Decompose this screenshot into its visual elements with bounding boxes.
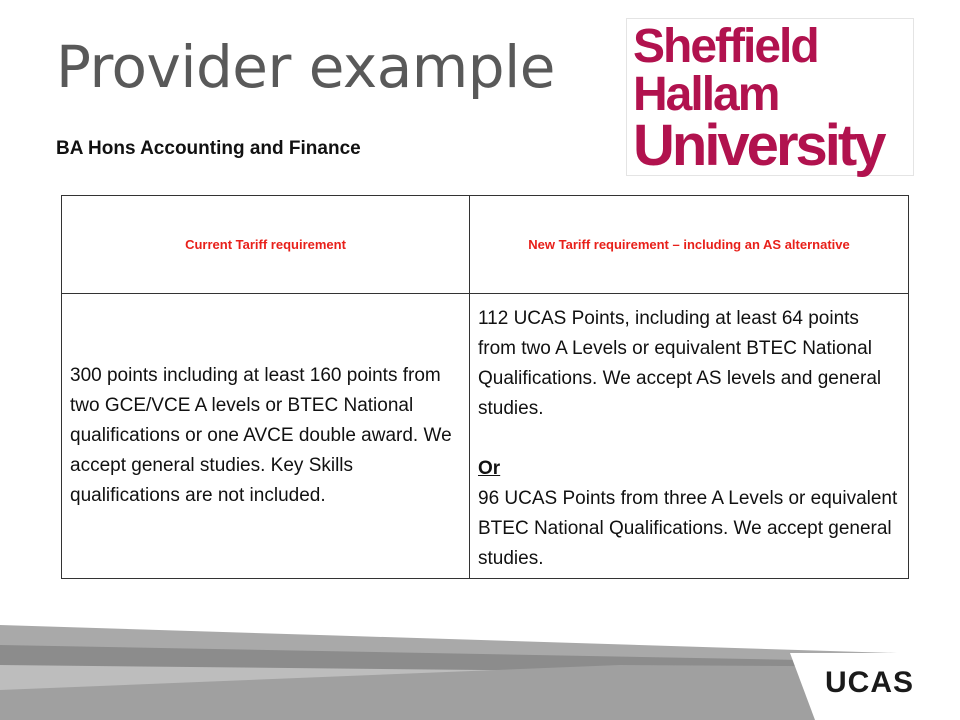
new-requirement-text-1: 112 UCAS Points, including at least 64 points from two A Levels or equivalent BTEC National Qualifications. We accept AS levels and general studies.: [478, 308, 882, 419]
logo-line-3: University: [633, 113, 884, 178]
university-logo: [626, 18, 914, 176]
new-requirement-text-2: 96 UCAS Points from three A Levels or equivalent BTEC National Qualifications. We accept general studies.: [478, 488, 898, 569]
header-new-tariff: New Tariff requirement – including an AS alternative: [470, 196, 909, 294]
logo-line-2: Hallam: [633, 68, 779, 121]
current-requirement-cell: 300 points including at least 160 points from two GCE/VCE A levels or BTEC National qualifications or one AVCE double award. We accept general studies. Key Skills qualifications are not included.: [62, 294, 470, 579]
tariff-table: [61, 195, 909, 579]
or-label: Or: [478, 458, 501, 479]
table-header-row: [62, 196, 909, 294]
header-current-tariff: Current Tariff requirement: [62, 196, 470, 294]
table-row: [62, 294, 909, 579]
logo-line-1: Sheffield: [633, 20, 818, 73]
ucas-logo: UCAS: [824, 666, 914, 699]
slide-title: Provider example: [56, 33, 555, 101]
new-requirement-cell: [470, 294, 909, 579]
footer-band: [0, 605, 960, 720]
course-subtitle: BA Hons Accounting and Finance: [56, 138, 361, 159]
